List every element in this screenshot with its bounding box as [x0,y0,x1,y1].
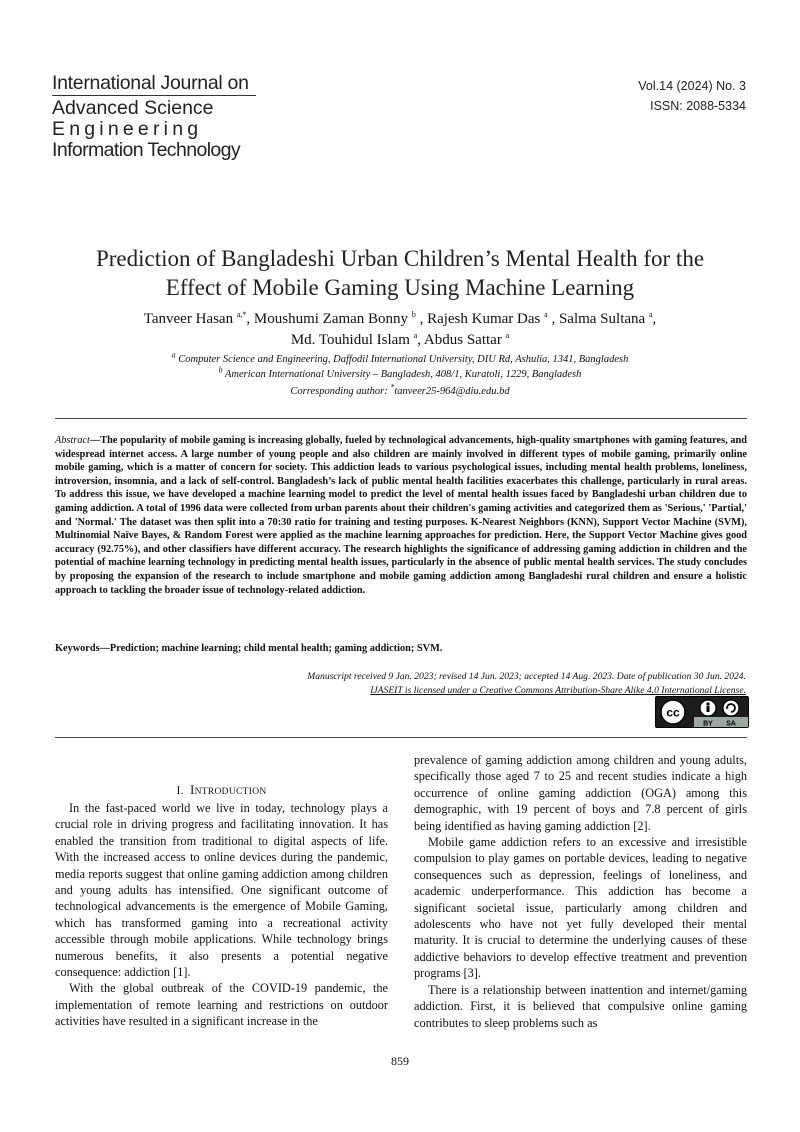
affiliation-text: American International University – Bangladesh, 408/1, Kuratoli, 1229, Bangladesh [222,369,582,380]
author-line2 [40,330,760,351]
author-list [40,309,760,351]
affiliation-mark: b [218,365,223,375]
author-affil-mark: a [505,331,510,340]
author-name: , Moushumi Zaman Bonny [246,311,409,327]
cc-by-label: BY [703,720,713,727]
paper-title-line1: Prediction of Bangladeshi Urban Children’s Mental Health for the [95,246,705,271]
journal-logo [52,72,262,161]
paragraph: In the fast-paced world we live in today, technology plays a crucial role in driving progress and facilitating innovation. It has enabled the transition from traditional to digital aspects of life. With the increased access to online devices during the pandemic, media reports suggest that online gaming addiction among children and young adults has intensified. One significant outcome of technological advancements is the emergence of Mobile Gaming, which has transformed gaming into a recreational activity accessible through mobile applications. While technology brings numerous benefits, it also presents a potential negative consequence: addiction [1]. [55,801,388,980]
author-affil-mark: a,* [236,310,247,319]
issn-label: ISSN: 2088-5334 [650,99,746,113]
paper-title [40,244,760,302]
abstract [55,434,747,597]
author-name: Md. Touhidul Islam [290,332,410,348]
paragraph: prevalence of gaming addiction among children and young adults, specifically those aged 7 to 25 and recent studies indicate a high occurrence of online gaming addiction (OGA) among this demographic, with 19 percent of boys and 7.8 percent of girls being identified as having gaming addiction [2]. [414,753,747,833]
affiliations [40,352,760,399]
affiliation-a [40,352,760,367]
paragraph: With the global outbreak of the COVID-19 pandemic, the implementation of remote learning and restrictions on outdoor activities have resulted in a significant increase in the [55,981,388,1029]
paragraph: There is a relationship between inattention and internet/gaming addiction. First, it is believed that compulsive online gaming contributes to sleep problems such as [414,982,747,1030]
author-name: Tanveer Hasan [143,311,234,327]
manuscript-info [54,670,746,698]
keywords: Keywords—Prediction; machine learning; child mental health; gaming addiction; SVM. [55,643,443,654]
body-column-left [55,800,388,1030]
cc-license-icon [656,697,748,727]
abstract-lead: Abstract [55,435,90,446]
section-title-rest: NTRODUCTION [194,787,267,797]
license-text: IJASEIT is licensed under a Creative Commons Attribution-Share Alike 4.0 International License. [370,685,746,696]
author-affil-mark: a [544,310,548,319]
section-heading-introduction [55,783,388,798]
author-separator: , [652,311,657,327]
affiliation-text: Computer Science and Engineering, Daffodil International University, DIU Rd, Ashulia, 1341, Bangladesh [175,354,629,365]
page-number: 859 [391,1054,409,1068]
volume-label: Vol.14 (2024) No. 3 [638,79,746,93]
affiliation-mark: a [171,350,176,360]
paragraph: Mobile game addiction refers to an excessive and irresistible compulsion to play games on portable devices, leading to negative consequences such as depression, feelings of loneliness, and academic underperformance. This addiction has become a significant societal issue, particularly among children and adolescents who have not yet fully developed their mental maturity. It is crucial to determine the underlying causes of these addictive behaviors to develop effective treatment and prevention programs [3]. [414,835,747,981]
svg-text:cc: cc [666,705,680,720]
corresponding-email[interactable]: tanveer25-964@diu.edu.bd [394,386,510,397]
paper-title-line2: Effect of Mobile Gaming Using Machine Learning [165,275,635,300]
author-name: , Rajesh Kumar Das [419,311,541,327]
cc-sa-label: SA [726,720,736,727]
affiliation-b [40,367,760,382]
corresponding-author [40,384,760,399]
journal-logo-line4: Information Technology [52,139,241,161]
abstract-text: —The popularity of mobile gaming is increasing globally, fueled by technological advancements, high-quality smartphones with gaming features, and widespread internet access. A large number of young people and also children are mainly involved in different types of mobile gaming, primarily online mobile gaming, which is a matter of concern for society. This addiction leads to various psychological issues, including mental health problems, loneliness, introversion, insomnia, and a lack of self-control. Bangladesh’s lack of public mental health facilities exacerbates this challenge, particularly in rural areas. To address this issue, we have developed a machine learning model to predict the level of mental health issues faced by Bangladeshi urban children due to gaming addiction. A total of 1996 data were collected from urban parents about their children's gaming activities and categorized them as 'Serious,' 'Partial,' and 'Normal.' The dataset was then split into a 70:30 ratio for training and testing purposes. K-Nearest Neighbors (KNN), Support Vector Machine (SVM), Multinomial Naïve Bayes, & Random Forest were applied as the machine learning approaches for prediction. Here, the Support Vector Machine gives good accuracy (92.75%), and other classifiers have different accuracy. The research highlights the significance of addressing gaming addiction in children and the potential of machine learning technology in predicting mental health issues, particularly in the absence of public mental health services. The study concludes by proposing the expansion of the research to include smartphone and mobile gaming addiction among Bangladeshi rural children and ensure a holistic approach to tackling the broader issue of technology-related addiction. [55,435,747,596]
body-column-right [414,752,747,1031]
divider-top [55,418,747,419]
journal-logo-line1: International Journal on [52,72,249,94]
author-affil-mark: a [413,331,418,340]
journal-logo-line2: Advanced Science [52,97,214,119]
author-affil-mark: a [648,310,653,319]
journal-logo-rule [52,95,256,96]
author-line1 [40,309,760,330]
author-name: , Abdus Sattar [417,332,502,348]
divider-bottom [55,737,747,738]
journal-logo-line3: Engineering [52,118,203,140]
manuscript-dates: Manuscript received 9 Jan. 2023; revised 14 Jun. 2023; accepted 14 Aug. 2023. Date of publication 30 Jun. 2024. [307,671,746,682]
section-title-initial: I [190,783,195,797]
section-number: I. [176,785,184,797]
author-name: , Salma Sultana [551,311,646,327]
volume-info [638,76,746,116]
cc-by-sa-badge[interactable] [655,696,749,728]
corresponding-label: Corresponding author: [290,386,391,397]
corresponding-mark: * [390,382,395,392]
author-affil-mark: b [411,310,416,319]
